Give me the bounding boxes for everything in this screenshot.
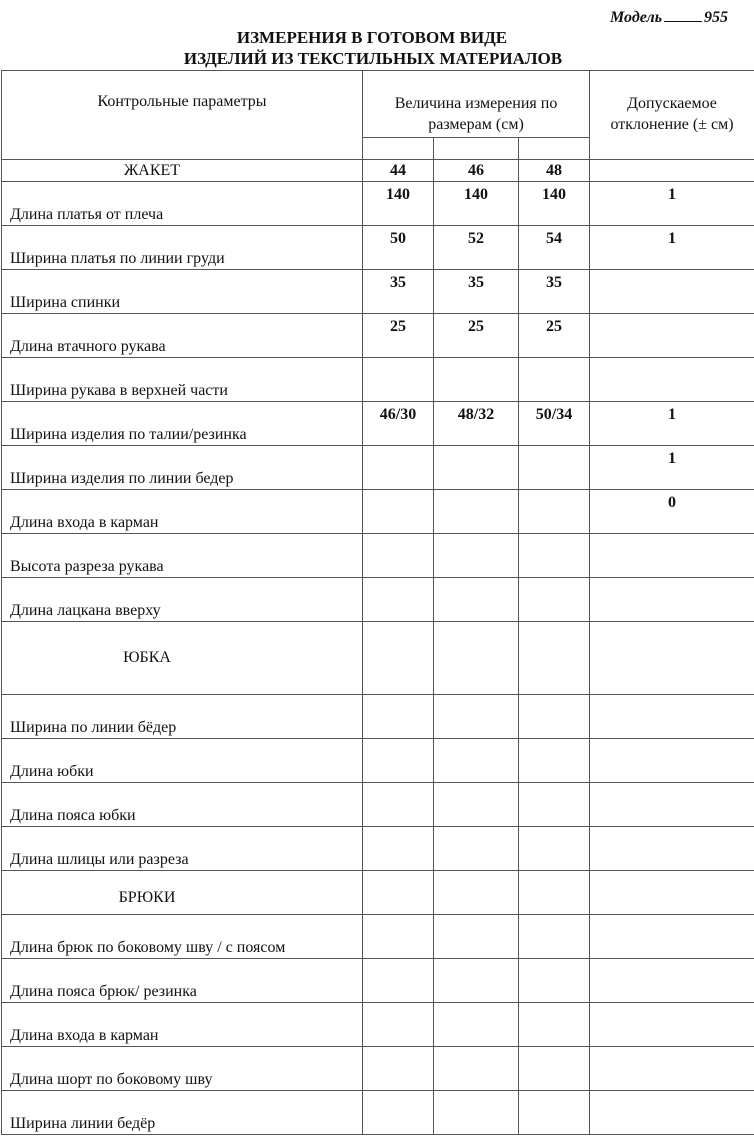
measurement-value bbox=[363, 695, 434, 739]
measurement-value bbox=[434, 1047, 519, 1091]
size-header-blank bbox=[363, 138, 434, 160]
measurement-value: 25 bbox=[363, 314, 434, 358]
measurement-value bbox=[363, 578, 434, 622]
table-row bbox=[2, 695, 754, 739]
measurement-value bbox=[434, 446, 519, 490]
table-row bbox=[2, 1003, 754, 1047]
measurement-value: 52 bbox=[434, 226, 519, 270]
measurement-value: 25 bbox=[519, 314, 590, 358]
parameter-label: Длина входа в карман bbox=[2, 1003, 363, 1047]
measurement-value bbox=[434, 1091, 519, 1135]
measurement-value bbox=[519, 1047, 590, 1091]
parameter-label: Высота разреза рукава bbox=[2, 534, 363, 578]
measurement-value bbox=[363, 959, 434, 1003]
size-header-blank bbox=[434, 138, 519, 160]
section-row bbox=[2, 622, 754, 695]
document-title-line-1: ИЗМЕРЕНИЯ В ГОТОВОМ ВИДЕ bbox=[236, 28, 508, 47]
tolerance-value bbox=[590, 915, 754, 959]
table-row bbox=[2, 182, 754, 226]
size-label: 46 bbox=[434, 160, 519, 182]
model-number bbox=[610, 7, 728, 27]
measurement-value bbox=[519, 534, 590, 578]
tolerance-value bbox=[590, 534, 754, 578]
measurement-value bbox=[519, 959, 590, 1003]
parameter-label: Длина втачного рукава bbox=[2, 314, 363, 358]
parameter-label: Ширина рукава в верхней части bbox=[2, 358, 363, 402]
table-row bbox=[2, 534, 754, 578]
parameter-label: Ширина линии бедёр bbox=[2, 1091, 363, 1135]
measurement-value bbox=[363, 534, 434, 578]
tolerance-value: 1 bbox=[590, 402, 754, 446]
measurement-value bbox=[363, 827, 434, 871]
measurement-value bbox=[363, 1091, 434, 1135]
measurement-value bbox=[519, 739, 590, 783]
measurement-value: 46/30 bbox=[363, 402, 434, 446]
empty-cell bbox=[519, 871, 590, 915]
column-header-tolerance: Допускаемое отклонение (± см) bbox=[590, 71, 754, 160]
tolerance-value bbox=[590, 827, 754, 871]
table-row bbox=[2, 1047, 754, 1091]
measurement-value bbox=[434, 695, 519, 739]
measurement-value bbox=[519, 490, 590, 534]
measurement-value bbox=[363, 915, 434, 959]
parameter-label: Длина пояса юбки bbox=[2, 783, 363, 827]
parameter-label: Длина шлицы или разреза bbox=[2, 827, 363, 871]
column-header-param: Контрольные параметры bbox=[2, 71, 363, 160]
empty-cell bbox=[363, 622, 434, 695]
parameter-label: Длина юбки bbox=[2, 739, 363, 783]
table-row bbox=[2, 490, 754, 534]
table-row bbox=[2, 358, 754, 402]
parameter-label: Ширина изделия по линии бедер bbox=[2, 446, 363, 490]
parameter-label: Длина лацкана вверху bbox=[2, 578, 363, 622]
empty-cell bbox=[434, 871, 519, 915]
size-label: 44 bbox=[363, 160, 434, 182]
tolerance-value: 1 bbox=[590, 446, 754, 490]
parameter-label: Длина шорт по боковому шву bbox=[2, 1047, 363, 1091]
tolerance-value bbox=[590, 959, 754, 1003]
section-title: ЖАКЕТ bbox=[2, 160, 363, 182]
measurement-value: 140 bbox=[363, 182, 434, 226]
parameter-label: Длина брюк по боковому шву / с поясом bbox=[2, 915, 363, 959]
tolerance-value bbox=[590, 1047, 754, 1091]
parameter-label: Длина пояса брюк/ резинка bbox=[2, 959, 363, 1003]
tolerance-value: 0 bbox=[590, 490, 754, 534]
table-row bbox=[2, 959, 754, 1003]
table-row bbox=[2, 314, 754, 358]
table-row bbox=[2, 915, 754, 959]
measurement-value bbox=[519, 695, 590, 739]
measurement-value: 35 bbox=[519, 270, 590, 314]
empty-cell bbox=[519, 622, 590, 695]
measurement-value bbox=[434, 578, 519, 622]
tolerance-value bbox=[590, 783, 754, 827]
tolerance-value bbox=[590, 358, 754, 402]
parameter-label: Ширина спинки bbox=[2, 270, 363, 314]
measurement-value bbox=[434, 739, 519, 783]
measurement-value bbox=[434, 358, 519, 402]
measurement-value bbox=[519, 915, 590, 959]
model-underline bbox=[664, 7, 702, 22]
table-row bbox=[2, 402, 754, 446]
measurement-value bbox=[519, 827, 590, 871]
measurement-value bbox=[363, 358, 434, 402]
measurement-value: 50 bbox=[363, 226, 434, 270]
empty-cell bbox=[590, 871, 754, 915]
measurement-value bbox=[519, 1091, 590, 1135]
tolerance-value bbox=[590, 270, 754, 314]
measurement-value: 48/32 bbox=[434, 402, 519, 446]
empty-cell bbox=[363, 871, 434, 915]
measurement-value: 140 bbox=[519, 182, 590, 226]
tolerance-value: 1 bbox=[590, 226, 754, 270]
model-label: Модель bbox=[610, 9, 662, 26]
section-title: БРЮКИ bbox=[2, 871, 363, 915]
table-row bbox=[2, 827, 754, 871]
measurement-value bbox=[519, 358, 590, 402]
size-label: 48 bbox=[519, 160, 590, 182]
measurement-value bbox=[363, 739, 434, 783]
tolerance-value: 1 bbox=[590, 182, 754, 226]
section-row bbox=[2, 871, 754, 915]
tolerance-value bbox=[590, 578, 754, 622]
model-value: 955 bbox=[704, 9, 728, 26]
size-header-blank bbox=[519, 138, 590, 160]
measurement-value bbox=[434, 490, 519, 534]
table-row bbox=[2, 578, 754, 622]
parameter-label: Ширина изделия по талии/резинка bbox=[2, 402, 363, 446]
empty-cell bbox=[434, 622, 519, 695]
measurement-value bbox=[363, 1003, 434, 1047]
tolerance-value bbox=[590, 695, 754, 739]
measurement-value: 35 bbox=[363, 270, 434, 314]
tolerance-value bbox=[590, 314, 754, 358]
table-row bbox=[2, 226, 754, 270]
measurement-value bbox=[519, 783, 590, 827]
measurement-value bbox=[519, 1003, 590, 1047]
table-row bbox=[2, 1091, 754, 1135]
tolerance-value bbox=[590, 1003, 754, 1047]
measurement-value bbox=[363, 446, 434, 490]
tolerance-value bbox=[590, 1091, 754, 1135]
measurement-value bbox=[363, 490, 434, 534]
measurement-value bbox=[434, 783, 519, 827]
measurement-value: 50/34 bbox=[519, 402, 590, 446]
parameter-label: Ширина по линии бёдер bbox=[2, 695, 363, 739]
measurements-table bbox=[1, 70, 754, 1135]
table-row bbox=[2, 739, 754, 783]
measurement-value bbox=[363, 1047, 434, 1091]
measurement-value bbox=[434, 915, 519, 959]
measurement-value: 25 bbox=[434, 314, 519, 358]
parameter-label: Длина входа в карман bbox=[2, 490, 363, 534]
section-row-jacket bbox=[2, 160, 754, 182]
measurement-value bbox=[434, 534, 519, 578]
measurement-value bbox=[434, 1003, 519, 1047]
section-title: ЮБКА bbox=[2, 622, 363, 695]
tolerance-cell bbox=[590, 160, 754, 182]
column-header-measure: Величина измерения по размерам (см) bbox=[363, 71, 590, 138]
measurement-value: 35 bbox=[434, 270, 519, 314]
measurement-value bbox=[519, 578, 590, 622]
empty-cell bbox=[590, 622, 754, 695]
measurement-value bbox=[434, 959, 519, 1003]
measurement-value: 54 bbox=[519, 226, 590, 270]
document-title-line-2: ИЗДЕЛИЙ ИЗ ТЕКСТИЛЬНЫХ МАТЕРИАЛОВ bbox=[183, 49, 563, 68]
measurement-value: 140 bbox=[434, 182, 519, 226]
table-row bbox=[2, 783, 754, 827]
measurement-value bbox=[519, 446, 590, 490]
table-row bbox=[2, 446, 754, 490]
table-row bbox=[2, 270, 754, 314]
measurement-value bbox=[434, 827, 519, 871]
tolerance-value bbox=[590, 739, 754, 783]
parameter-label: Длина платья от плеча bbox=[2, 182, 363, 226]
parameter-label: Ширина платья по линии груди bbox=[2, 226, 363, 270]
measurement-value bbox=[363, 783, 434, 827]
